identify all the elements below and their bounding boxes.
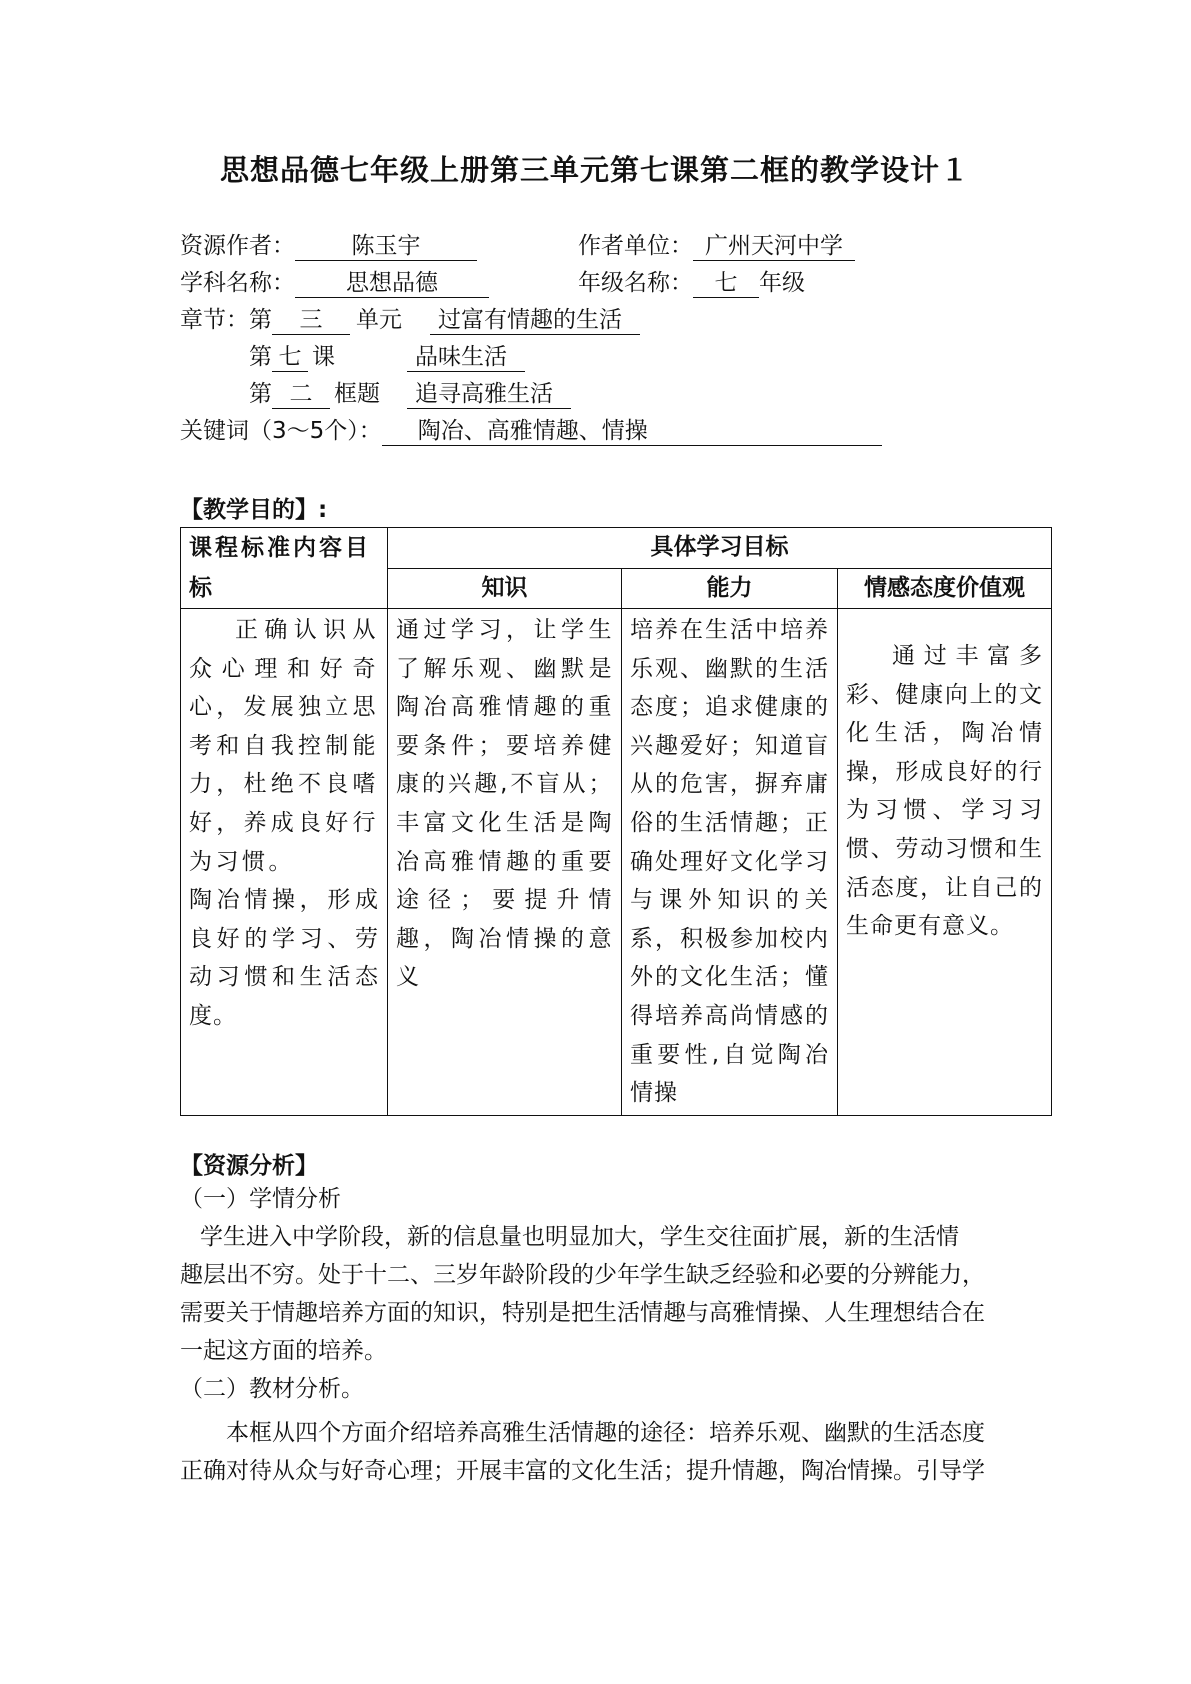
grade-value: 七 — [693, 270, 759, 298]
emotion-text: 通过丰富多彩、健康向上的文化生活，陶冶情操，形成良好的行为习惯、学习习惯、劳动习惯和生活态度，让自己的生命更有意义。 — [846, 643, 1044, 940]
analysis-heading: 【资源分析】 — [180, 1153, 318, 1179]
unit-label: 作者单位： — [578, 233, 693, 259]
cell-ability — [622, 609, 838, 1116]
header-knowledge: 知识 — [388, 568, 622, 609]
cell-emotion — [838, 609, 1052, 1116]
standard-paragraph-1: 正确认识从众心理和好奇心，发展独立思考和自我控制能力，杜绝不良嗜好，养成良好行为习惯。 — [189, 617, 379, 875]
grade-label: 年级名称： — [578, 270, 693, 296]
student-line-4: 一起这方面的培养。 — [180, 1338, 387, 1364]
student-line-1: 学生进入中学阶段，新的信息量也明显加大，学生交往面扩展，新的生活情 — [200, 1224, 959, 1250]
student-analysis-heading: （一）学情分析 — [180, 1186, 341, 1212]
lesson-row — [249, 342, 525, 372]
frame-number: 二 — [272, 381, 330, 409]
knowledge-text: 通过学习，让学生了解乐观、幽默是陶冶高雅情趣的重要条件；要培养健康的兴趣,不盲从；丰富文化生活是陶冶高雅情趣的重要途径；要提升情趣，陶冶情操的意义 — [396, 617, 613, 991]
header-ability: 能力 — [622, 568, 838, 609]
subject-row — [180, 268, 489, 298]
student-line-3: 需要关于情趣培养方面的知识，特别是把生活情趣与高雅情操、人生理想结合在 — [180, 1300, 985, 1326]
textbook-analysis-heading: （二）教材分析。 — [180, 1376, 364, 1402]
keywords-value: 陶冶、高雅情趣、情操 — [382, 418, 882, 446]
lesson-number: 七 — [272, 344, 308, 372]
lesson-title: 品味生活 — [407, 344, 525, 372]
cell-standard — [181, 609, 388, 1116]
unit-value: 广州天河中学 — [693, 233, 855, 261]
grade-suffix: 年级 — [759, 270, 805, 296]
lesson-suffix: 课 — [312, 344, 335, 370]
frame-prefix: 第 — [249, 381, 272, 407]
chapter-unit-prefix: 第 — [249, 307, 272, 333]
subject-label: 学科名称： — [180, 270, 295, 296]
textbook-line-2: 正确对待从众与好奇心理；开展丰富的文化生活；提升情趣，陶冶情操。引导学 — [180, 1458, 985, 1484]
keywords-row — [180, 416, 882, 446]
frame-suffix: 框题 — [334, 381, 380, 407]
textbook-line-1: 本框从四个方面介绍培养高雅生活情趣的途径：培养乐观、幽默的生活态度 — [226, 1420, 985, 1446]
ability-text: 培养在生活中培养乐观、幽默的生活态度；追求健康的兴趣爱好；知道盲从的危害，摒弃庸俗的生活情趣；正确处理好文化学习与课外知识的关系，积极参加校内外的文化生活；懂得培养高尚情感的重要性,自觉陶冶情操 — [630, 617, 829, 1107]
chapter-unit-title: 过富有情趣的生活 — [430, 307, 640, 335]
header-standard: 课程标准内容目标 — [181, 528, 388, 609]
grade-row — [578, 268, 805, 298]
goals-table — [180, 527, 1052, 1116]
unit-row — [578, 231, 855, 261]
frame-row — [249, 379, 571, 409]
lesson-prefix: 第 — [249, 344, 272, 370]
document-title: 思想品德七年级上册第三单元第七课第二框的教学设计１ — [219, 153, 970, 187]
chapter-unit-suffix: 单元 — [356, 307, 402, 333]
header-specific: 具体学习目标 — [388, 528, 1052, 569]
author-row — [180, 231, 477, 261]
subject-value: 思想品德 — [295, 270, 489, 298]
keywords-label: 关键词（3～5个）： — [180, 418, 382, 444]
author-value: 陈玉宇 — [295, 233, 477, 261]
header-emotion: 情感态度价值观 — [838, 568, 1052, 609]
student-line-2: 趣层出不穷。处于十二、三岁年龄阶段的少年学生缺乏经验和必要的分辨能力， — [180, 1262, 985, 1288]
chapter-unit-number: 三 — [272, 307, 350, 335]
standard-paragraph-2: 陶冶情操，形成良好的学习、劳动习惯和生活态度。 — [189, 887, 379, 1029]
chapter-label: 章节： — [180, 307, 249, 333]
author-label: 资源作者： — [180, 233, 295, 259]
cell-knowledge — [388, 609, 622, 1116]
frame-title: 追寻高雅生活 — [407, 381, 571, 409]
chapter-unit-row — [180, 305, 640, 335]
goals-heading: 【教学目的】: — [180, 497, 328, 523]
